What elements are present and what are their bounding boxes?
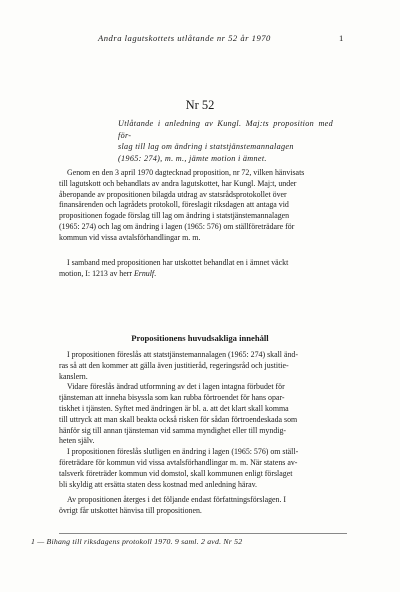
punctuation: . [154,268,157,278]
subtitle-line: Utlåtande i anledning av Kungl. Maj:ts proposition med för- [118,119,333,140]
section-paragraph [59,495,347,517]
footer-note: 1 — Bihang till riksdagens protokoll 1970. 9 saml. 2 avd. Nr 52 [31,537,243,546]
text-line: företrädare för kommun vid vissa avtalsförhandlingar m. m. När statens av- [59,457,298,467]
text-line: I propositionen föreslås att statstjänstemannalagen (1965: 274) skall änd- [67,350,298,359]
section-paragraph [59,350,347,382]
text-line: Vidare föreslås ändrad utformning av det i lagen intagna förbudet för [67,382,285,392]
text-line: till uttryck att man skall beakta också risken för sådan förtroendeskada som [59,414,298,424]
footer-divider [59,533,347,534]
text-line: Genom en den 3 april 1970 dagtecknad proposition, nr 72, vilken hänvisats [67,168,305,177]
text-line: åberopande av propositionen bilagda utdrag av statsrådsprotokollet över [59,189,287,199]
document-number: Nr 52 [185,98,215,112]
text-line: kanslern. [59,371,88,381]
text-line: kommun vid vissa avtalsförhandlingar m. m. [59,232,201,242]
text-line: tjänsteman att inneha bisyssla som kan rubba förtroendet för hans opar- [59,393,285,403]
text-line: (1965: 274) och lag om ändring i lagen (1965: 576) om ställföreträdare för [59,221,295,231]
text-line: till lagutskott och behandlats av andra lagutskottet, har Kungl. Maj:t, under [59,178,297,188]
document-subtitle [118,118,333,164]
running-header: Andra lagutskottets utlåtande nr 52 år 1970 [98,33,271,43]
text-line: bli skyldig att ersätta staten dess kostnad med anledning härav. [59,479,258,489]
text-line: propositionen fogade förslag till lag om ändring i statstjänstemannalagen [59,211,290,221]
subtitle-line: (1965: 274), m. m., jämte motion i ämnet. [118,153,267,163]
page-number: 1 [339,33,344,43]
text-line: talsverk företräder kommun vid domstol, skall kommunen enligt förslaget [59,468,293,478]
text-line: finansärenden och lagrådets protokoll, föreslagit riksdagen att antaga vid [59,200,289,210]
text-line: I propositionen föreslås slutligen en ändring i lagen (1965: 576) om ställ- [67,447,299,457]
text-line: Av propositionen återges i det följande endast författningsförslagen. I [67,495,287,505]
section-body [59,350,347,517]
subtitle-line: slag till lag om ändring i statstjänstemannalagen [118,142,294,152]
text-line: heten själv. [59,436,95,446]
section-paragraph [59,447,347,490]
text-line: ras så att den kommer att gälla även justitieråd, regeringsråd och justitie- [59,360,289,370]
section-heading: Propositionens huvudsakliga innehåll [131,333,269,343]
text-line: övrigt får utskottet hänvisa till propositionen. [59,506,202,516]
text-line: tiskhet i tjänsten. Syftet med ändringen är bl. a. att det klart skall komma [59,403,289,413]
text-line: I samband med propositionen har utskottet behandlat en i ämnet väckt [67,258,289,267]
intro-paragraph [59,168,347,244]
motion-paragraph [59,258,347,280]
text-line [59,269,347,280]
motion-author: Ernulf [133,268,155,278]
section-paragraph [59,382,347,447]
text-line: hänför sig till annan tjänsteman vid samma myndighet eller till myndig- [59,425,287,435]
motion-reference: motion, I: 1213 av herr [59,268,134,278]
